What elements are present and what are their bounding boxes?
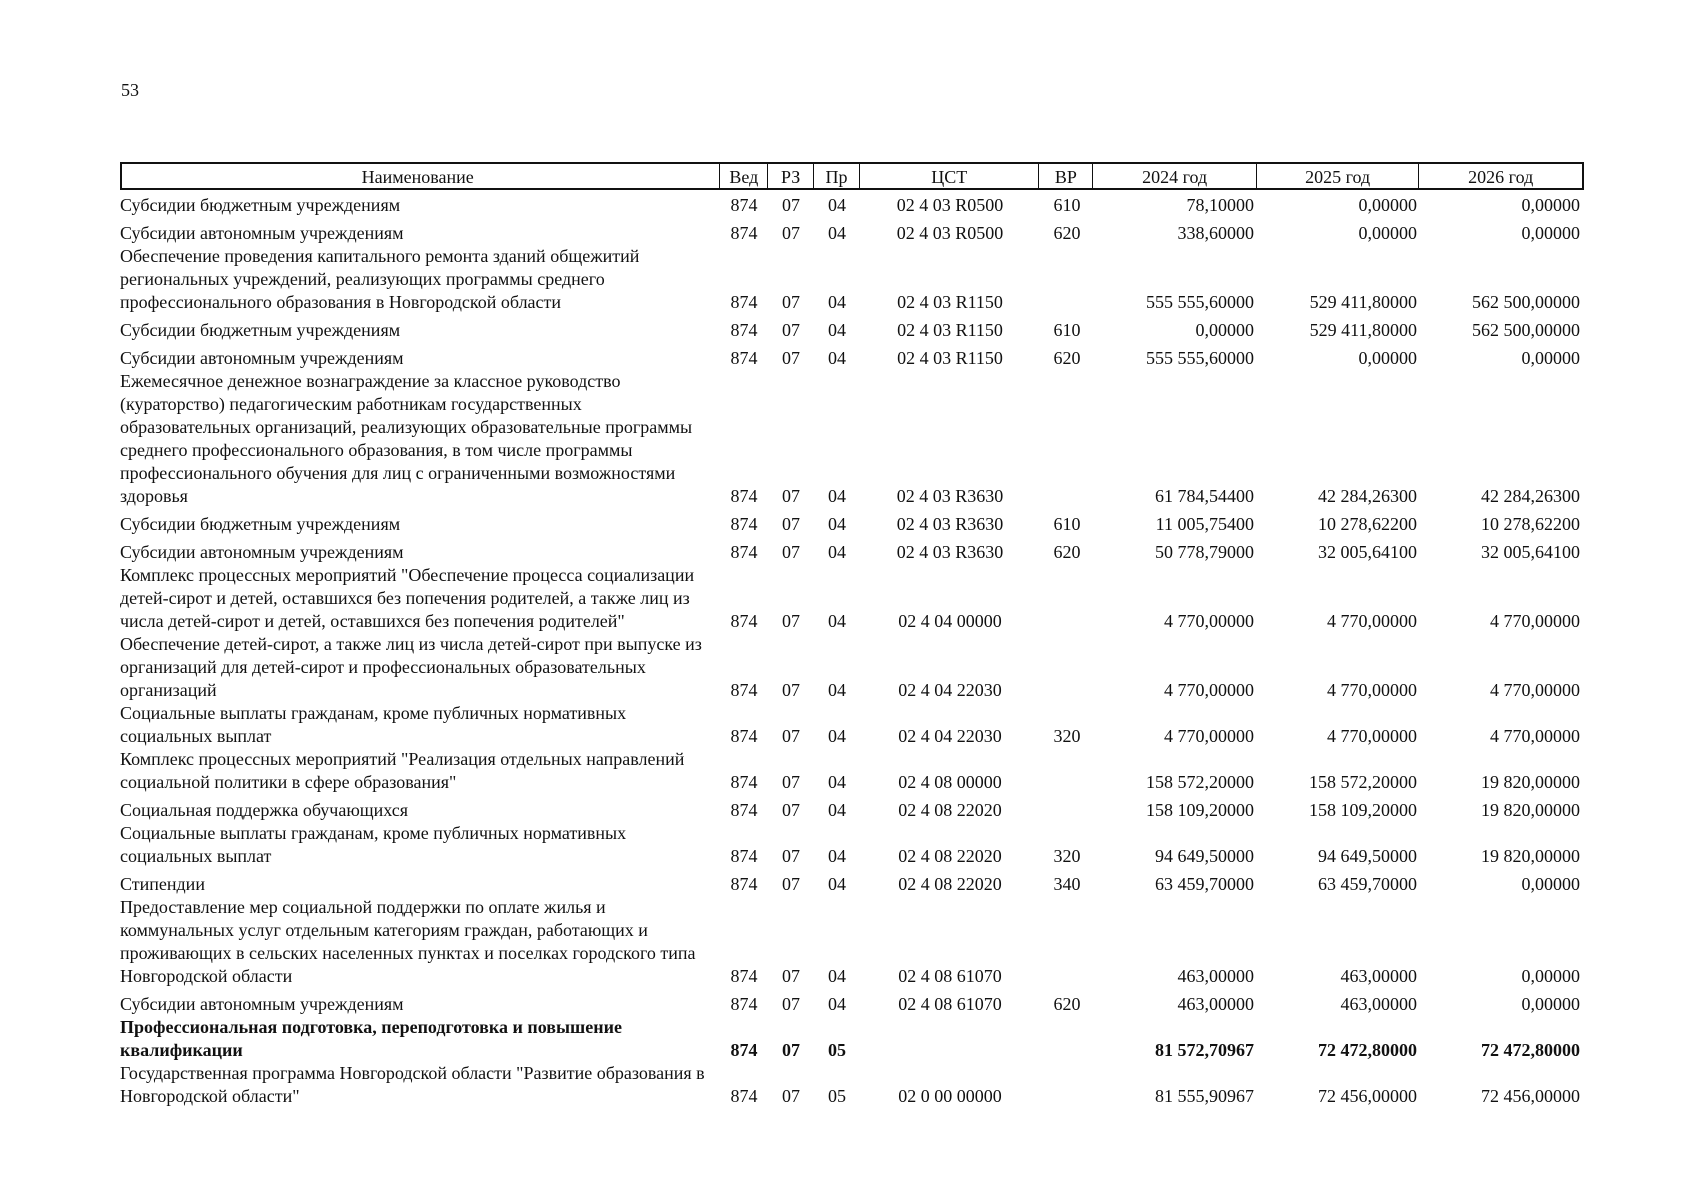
- cell-ved: 874: [730, 320, 758, 340]
- cell-2024: 78,10000: [1186, 195, 1254, 215]
- table-row: [120, 702, 1584, 748]
- header-cst: ЦСТ: [860, 164, 1040, 188]
- cell-cst: 02 4 04 22030: [898, 680, 1002, 700]
- cell-name: Стипендии: [120, 874, 205, 894]
- cell-name: Предоставление мер социальной поддержки по оплате жилья и коммунальных услуг отдельным категориям граждан, работающих и проживающих в сельских населенных пунктах и поселках городского типа Новгородской области: [120, 897, 696, 986]
- cell-pr: 05: [828, 1086, 846, 1106]
- page-number: 53: [121, 80, 139, 100]
- cell-vr: 610: [1053, 195, 1081, 215]
- table-row: [120, 1016, 1584, 1062]
- cell-cst: 02 4 03 R0500: [896, 195, 1004, 215]
- cell-rz: 07: [782, 680, 800, 700]
- cell-cst: 02 0 00 00000: [898, 1086, 1002, 1106]
- cell-pr: 05: [828, 1040, 846, 1060]
- cell-2026: 0,00000: [1521, 348, 1580, 368]
- cell-vr: 340: [1053, 874, 1081, 894]
- cell-2025: 63 459,70000: [1318, 874, 1417, 894]
- cell-2026: 32 005,64100: [1481, 542, 1580, 562]
- cell-name: Ежемесячное денежное вознаграждение за классное руководство (кураторство) педагогическим работникам государственных образовательных организаций, реализующих образовательные программы среднего профессионального образования, в том числе программы профессионального обучения для лиц с ограниченными возможностями здоровья: [120, 371, 693, 506]
- cell-2025: 529 411,80000: [1309, 320, 1417, 340]
- cell-vr: 620: [1053, 994, 1081, 1014]
- cell-name: Субсидии автономным учреждениям: [120, 994, 404, 1014]
- cell-ved: 874: [730, 874, 758, 894]
- cell-cst: 02 4 04 00000: [898, 611, 1002, 631]
- cell-2026: 562 500,00000: [1472, 320, 1580, 340]
- cell-vr: 610: [1053, 514, 1081, 534]
- table-row: [120, 873, 1584, 896]
- cell-2024: 81 555,90967: [1155, 1086, 1254, 1106]
- cell-cst: 02 4 03 R3630: [896, 486, 1004, 506]
- cell-2025: 158 109,20000: [1309, 800, 1417, 820]
- cell-2025: 4 770,00000: [1327, 680, 1417, 700]
- cell-pr: 04: [828, 348, 846, 368]
- cell-pr: 04: [828, 800, 846, 820]
- cell-pr: 04: [828, 195, 846, 215]
- table-row: [120, 347, 1584, 370]
- cell-cst: 02 4 08 22020: [898, 846, 1002, 866]
- cell-2026: 0,00000: [1521, 966, 1580, 986]
- cell-2024: 4 770,00000: [1164, 611, 1254, 631]
- table-row: [120, 245, 1584, 314]
- cell-2024: 555 555,60000: [1146, 348, 1254, 368]
- cell-rz: 07: [782, 292, 800, 312]
- cell-rz: 07: [782, 320, 800, 340]
- cell-ved: 874: [730, 1086, 758, 1106]
- cell-pr: 04: [828, 542, 846, 562]
- cell-2025: 529 411,80000: [1309, 292, 1417, 312]
- cell-vr: 610: [1053, 320, 1081, 340]
- cell-vr: 620: [1053, 348, 1081, 368]
- cell-2026: 72 472,80000: [1481, 1040, 1580, 1060]
- cell-pr: 04: [828, 994, 846, 1014]
- cell-cst: 02 4 03 R3630: [896, 542, 1004, 562]
- cell-2025: 72 456,00000: [1318, 1086, 1417, 1106]
- cell-2024: 4 770,00000: [1164, 726, 1254, 746]
- cell-rz: 07: [782, 966, 800, 986]
- cell-pr: 04: [828, 292, 846, 312]
- cell-2025: 32 005,64100: [1318, 542, 1417, 562]
- table-row: [120, 222, 1584, 245]
- cell-pr: 04: [828, 223, 846, 243]
- cell-name: Социальные выплаты гражданам, кроме публичных нормативных социальных выплат: [120, 703, 627, 746]
- table-row: [120, 748, 1584, 794]
- table-row: [120, 564, 1584, 633]
- cell-2026: 0,00000: [1521, 874, 1580, 894]
- cell-2024: 555 555,60000: [1146, 292, 1254, 312]
- cell-rz: 07: [782, 874, 800, 894]
- cell-2026: 19 820,00000: [1481, 772, 1580, 792]
- table-header: [120, 162, 1584, 190]
- cell-name: Комплекс процессных мероприятий "Реализация отдельных направлений социальной политики в сфере образования": [120, 749, 685, 792]
- cell-name: Социальная поддержка обучающихся: [120, 800, 409, 820]
- table-row: [120, 822, 1584, 868]
- cell-rz: 07: [782, 223, 800, 243]
- cell-name: Обеспечение детей-сирот, а также лиц из числа детей-сирот при выпуске из организаций для детей-сирот и профессиональных образовательных организаций: [120, 634, 702, 700]
- cell-ved: 874: [730, 542, 758, 562]
- cell-ved: 874: [730, 223, 758, 243]
- cell-name: Субсидии бюджетным учреждениям: [120, 514, 401, 534]
- cell-name: Социальные выплаты гражданам, кроме публичных нормативных социальных выплат: [120, 823, 627, 866]
- cell-2025: 463,00000: [1340, 966, 1417, 986]
- cell-name: Субсидии автономным учреждениям: [120, 348, 404, 368]
- cell-vr: 620: [1053, 223, 1081, 243]
- table-row: [120, 541, 1584, 564]
- cell-pr: 04: [828, 514, 846, 534]
- cell-2024: 81 572,70967: [1155, 1040, 1254, 1060]
- cell-2024: 50 778,79000: [1155, 542, 1254, 562]
- cell-2026: 10 278,62200: [1481, 514, 1580, 534]
- cell-2024: 158 109,20000: [1146, 800, 1254, 820]
- cell-pr: 04: [828, 680, 846, 700]
- cell-2026: 0,00000: [1521, 195, 1580, 215]
- cell-2024: 11 005,75400: [1155, 514, 1254, 534]
- cell-vr: 320: [1053, 726, 1081, 746]
- cell-rz: 07: [782, 726, 800, 746]
- cell-ved: 874: [730, 1040, 758, 1060]
- cell-2025: 72 472,80000: [1318, 1040, 1417, 1060]
- cell-pr: 04: [828, 846, 846, 866]
- table-row: [120, 1062, 1584, 1108]
- cell-rz: 07: [782, 348, 800, 368]
- cell-rz: 07: [782, 195, 800, 215]
- cell-2025: 94 649,50000: [1318, 846, 1417, 866]
- cell-cst: 02 4 03 R3630: [896, 514, 1004, 534]
- table-row: [120, 370, 1584, 508]
- cell-2026: 562 500,00000: [1472, 292, 1580, 312]
- header-2024: 2024 год: [1093, 164, 1257, 188]
- cell-name: Субсидии автономным учреждениям: [120, 223, 404, 243]
- cell-ved: 874: [730, 611, 758, 631]
- cell-2026: 42 284,26300: [1481, 486, 1580, 506]
- cell-vr: 620: [1053, 542, 1081, 562]
- cell-name: Профессиональная подготовка, переподготовка и повышение квалификации: [120, 1017, 622, 1060]
- header-ved: Вед: [720, 164, 768, 188]
- cell-rz: 07: [782, 800, 800, 820]
- cell-pr: 04: [828, 611, 846, 631]
- cell-2026: 4 770,00000: [1490, 680, 1580, 700]
- cell-ved: 874: [730, 195, 758, 215]
- cell-2024: 463,00000: [1177, 966, 1254, 986]
- table-body: [120, 194, 1584, 1108]
- cell-rz: 07: [782, 994, 800, 1014]
- cell-pr: 04: [828, 874, 846, 894]
- cell-rz: 07: [782, 772, 800, 792]
- cell-rz: 07: [782, 514, 800, 534]
- cell-2025: 0,00000: [1358, 195, 1417, 215]
- header-2026: 2026 год: [1468, 167, 1534, 187]
- cell-name: Субсидии бюджетным учреждениям: [120, 320, 401, 340]
- cell-ved: 874: [730, 772, 758, 792]
- budget-table: [120, 162, 1584, 1108]
- cell-2025: 158 572,20000: [1309, 772, 1417, 792]
- table-row: [120, 194, 1584, 217]
- cell-rz: 07: [782, 1040, 800, 1060]
- cell-name: Государственная программа Новгородской области "Развитие образования в Новгородской области": [120, 1063, 705, 1106]
- header-vr: ВР: [1039, 164, 1093, 188]
- cell-ved: 874: [730, 994, 758, 1014]
- cell-name: Комплекс процессных мероприятий "Обеспечение процесса социализации детей-сирот и детей, оставшихся без попечения родителей, а также лиц из числа детей-сирот и детей, оставшихся без попечения родителей": [120, 565, 695, 631]
- cell-cst: 02 4 03 R1150: [897, 292, 1003, 312]
- cell-2026: 19 820,00000: [1481, 846, 1580, 866]
- cell-2026: 0,00000: [1521, 994, 1580, 1014]
- cell-2026: 19 820,00000: [1481, 800, 1580, 820]
- cell-cst: 02 4 03 R1150: [897, 348, 1003, 368]
- cell-cst: 02 4 08 61070: [898, 994, 1002, 1014]
- cell-pr: 04: [828, 320, 846, 340]
- cell-ved: 874: [730, 726, 758, 746]
- cell-2024: 338,60000: [1177, 223, 1254, 243]
- cell-2024: 463,00000: [1177, 994, 1254, 1014]
- cell-2024: 61 784,54400: [1155, 486, 1254, 506]
- table-row: [120, 513, 1584, 536]
- cell-name: Обеспечение проведения капитального ремонта зданий общежитий региональных учреждений, реализующих программы среднего профессионального образования в Новгородской области: [120, 246, 640, 312]
- cell-2025: 10 278,62200: [1318, 514, 1417, 534]
- cell-2025: 0,00000: [1358, 223, 1417, 243]
- cell-rz: 07: [782, 542, 800, 562]
- cell-pr: 04: [828, 772, 846, 792]
- cell-cst: 02 4 03 R1150: [897, 320, 1003, 340]
- cell-rz: 07: [782, 1086, 800, 1106]
- table-row: [120, 993, 1584, 1016]
- cell-rz: 07: [782, 611, 800, 631]
- cell-2025: 42 284,26300: [1318, 486, 1417, 506]
- cell-ved: 874: [730, 486, 758, 506]
- header-2025: 2025 год: [1257, 164, 1420, 188]
- cell-ved: 874: [730, 514, 758, 534]
- cell-cst: 02 4 08 22020: [898, 874, 1002, 894]
- cell-ved: 874: [730, 966, 758, 986]
- header-name: Наименование: [122, 164, 720, 188]
- table-row: [120, 799, 1584, 822]
- table-row: [120, 896, 1584, 988]
- cell-ved: 874: [730, 292, 758, 312]
- cell-2024: 63 459,70000: [1155, 874, 1254, 894]
- cell-pr: 04: [828, 966, 846, 986]
- cell-2026: 0,00000: [1521, 223, 1580, 243]
- cell-cst: 02 4 03 R0500: [896, 223, 1004, 243]
- cell-name: Субсидии бюджетным учреждениям: [120, 195, 401, 215]
- cell-rz: 07: [782, 486, 800, 506]
- cell-vr: 320: [1053, 846, 1081, 866]
- cell-cst: 02 4 08 22020: [898, 800, 1002, 820]
- cell-ved: 874: [730, 680, 758, 700]
- cell-2026: 72 456,00000: [1481, 1086, 1580, 1106]
- cell-2026: 4 770,00000: [1490, 726, 1580, 746]
- header-pr: Пр: [814, 164, 860, 188]
- cell-2025: 463,00000: [1340, 994, 1417, 1014]
- cell-pr: 04: [828, 486, 846, 506]
- table-row: [120, 633, 1584, 702]
- cell-2026: 4 770,00000: [1490, 611, 1580, 631]
- cell-ved: 874: [730, 800, 758, 820]
- cell-name: Субсидии автономным учреждениям: [120, 542, 404, 562]
- cell-2025: 4 770,00000: [1327, 726, 1417, 746]
- cell-2024: 0,00000: [1195, 320, 1254, 340]
- cell-2024: 158 572,20000: [1146, 772, 1254, 792]
- header-rz: РЗ: [768, 164, 814, 188]
- cell-rz: 07: [782, 846, 800, 866]
- cell-2025: 4 770,00000: [1327, 611, 1417, 631]
- cell-cst: 02 4 04 22030: [898, 726, 1002, 746]
- cell-cst: 02 4 08 00000: [898, 772, 1002, 792]
- cell-cst: 02 4 08 61070: [898, 966, 1002, 986]
- cell-2024: 4 770,00000: [1164, 680, 1254, 700]
- cell-ved: 874: [730, 348, 758, 368]
- cell-pr: 04: [828, 726, 846, 746]
- cell-2024: 94 649,50000: [1155, 846, 1254, 866]
- cell-ved: 874: [730, 846, 758, 866]
- cell-2025: 0,00000: [1358, 348, 1417, 368]
- table-row: [120, 319, 1584, 342]
